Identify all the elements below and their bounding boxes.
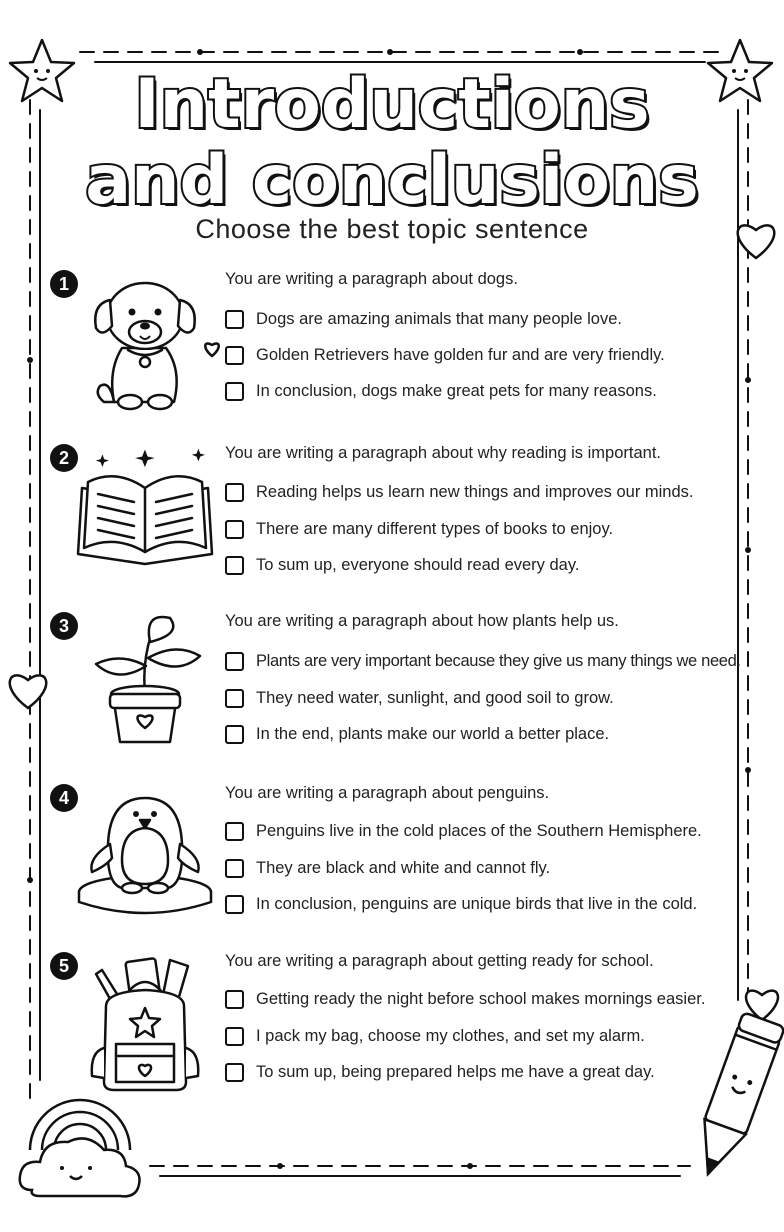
question-prompt: You are writing a paragraph about penguins.	[225, 784, 550, 802]
checkbox[interactable]	[225, 483, 244, 502]
puppy-illustration	[70, 270, 220, 420]
option-text: In conclusion, penguins are unique birds that live in the cold.	[256, 894, 698, 913]
option-text: Golden Retrievers have golden fur and are very friendly.	[256, 345, 665, 364]
checkbox[interactable]	[225, 689, 244, 708]
rainbow-cloud-icon	[20, 1100, 140, 1196]
potted-plant-illustration	[70, 612, 220, 762]
option-text: To sum up, everyone should read every day.	[256, 555, 580, 574]
option-text: Reading helps us learn new things and improves our minds.	[256, 482, 694, 501]
checkbox[interactable]	[225, 520, 244, 539]
option-text: Getting ready the night before school makes mornings easier.	[256, 989, 706, 1008]
question-1	[40, 270, 752, 430]
question-prompt: You are writing a paragraph about dogs.	[225, 270, 518, 288]
question-2	[40, 444, 752, 604]
question-number: 2	[50, 444, 78, 472]
question-number: 5	[50, 952, 78, 980]
open-book-illustration	[70, 444, 220, 594]
option-text: In the end, plants make our world a better place.	[256, 724, 610, 743]
answer-option[interactable]	[225, 685, 614, 711]
answer-option[interactable]	[225, 721, 609, 747]
checkbox[interactable]	[225, 990, 244, 1009]
title-line-2: and conclusions	[85, 141, 699, 220]
option-text: Penguins live in the cold places of the Southern Hemisphere.	[256, 821, 702, 840]
question-4	[40, 784, 752, 944]
question-number: 3	[50, 612, 78, 640]
question-prompt: You are writing a paragraph about getting ready for school.	[225, 952, 654, 970]
answer-option[interactable]	[225, 986, 705, 1012]
checkbox[interactable]	[225, 1027, 244, 1046]
penguin-illustration	[70, 784, 220, 934]
checkbox[interactable]	[225, 346, 244, 365]
question-prompt: You are writing a paragraph about how plants help us.	[225, 612, 619, 630]
option-text: There are many different types of books to enjoy.	[256, 519, 614, 538]
question-number: 1	[50, 270, 78, 298]
question-5	[40, 952, 752, 1112]
answer-option[interactable]	[225, 855, 550, 881]
option-text: Plants are very important because they give us many things we need.	[256, 651, 741, 670]
checkbox[interactable]	[225, 652, 244, 671]
option-text: To sum up, being prepared helps me have a great day.	[256, 1062, 655, 1081]
answer-option[interactable]	[225, 1059, 655, 1085]
answer-option[interactable]	[225, 648, 741, 674]
checkbox[interactable]	[225, 725, 244, 744]
checkbox[interactable]	[225, 1063, 244, 1082]
answer-option[interactable]	[225, 818, 702, 844]
answer-option[interactable]	[225, 516, 613, 542]
option-text: Dogs are amazing animals that many people love.	[256, 309, 622, 328]
option-text: They need water, sunlight, and good soil to grow.	[256, 688, 614, 707]
answer-option[interactable]	[225, 552, 579, 578]
question-3	[40, 612, 752, 772]
checkbox[interactable]	[225, 556, 244, 575]
option-text: In conclusion, dogs make great pets for many reasons.	[256, 381, 657, 400]
question-prompt: You are writing a paragraph about why reading is important.	[225, 444, 661, 462]
option-text: I pack my bag, choose my clothes, and set my alarm.	[256, 1026, 645, 1045]
subtitle: Choose the best topic sentence	[195, 214, 589, 244]
question-number: 4	[50, 784, 78, 812]
checkbox[interactable]	[225, 822, 244, 841]
checkbox[interactable]	[225, 382, 244, 401]
checkbox[interactable]	[225, 859, 244, 878]
answer-option[interactable]	[225, 1023, 645, 1049]
answer-option[interactable]	[225, 378, 657, 404]
checkbox[interactable]	[225, 310, 244, 329]
answer-option[interactable]	[225, 891, 697, 917]
title-line-1: Introductions	[134, 65, 650, 144]
checkbox[interactable]	[225, 895, 244, 914]
backpack-illustration	[70, 952, 220, 1102]
answer-option[interactable]	[225, 342, 665, 368]
answer-option[interactable]	[225, 479, 694, 505]
option-text: They are black and white and cannot fly.	[256, 858, 551, 877]
answer-option[interactable]	[225, 306, 622, 332]
